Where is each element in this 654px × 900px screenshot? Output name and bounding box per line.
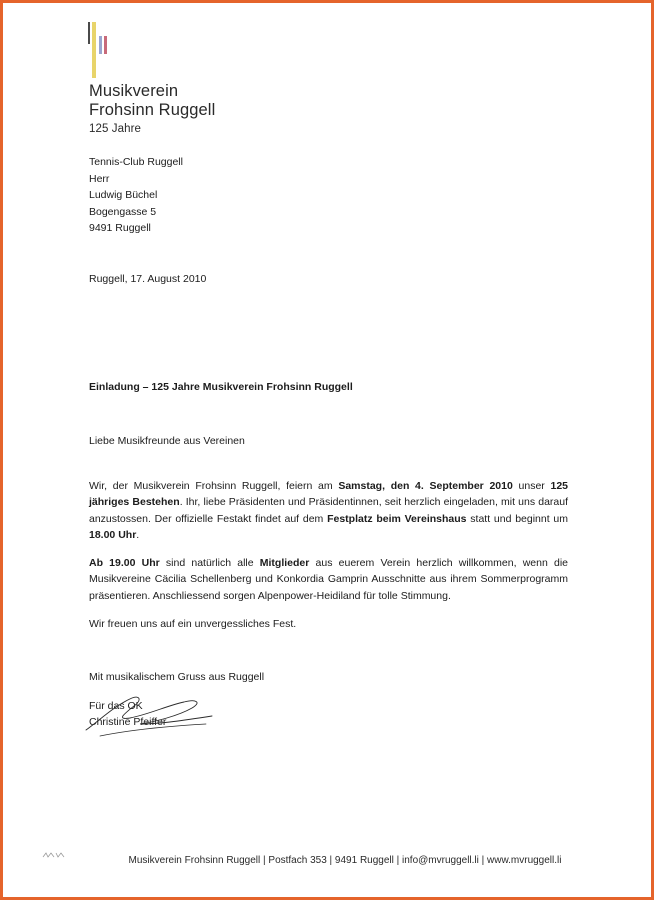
recipient-line: 9491 Ruggell [89, 222, 151, 235]
logo-bar-dark [88, 22, 90, 44]
recipient-line: Bogengasse 5 [89, 205, 157, 218]
bold-run: Mitglieder [259, 557, 310, 569]
body-paragraph-3: Wir freuen uns auf ein unvergessliches Fest. [89, 618, 297, 630]
logo-mark [88, 22, 108, 78]
signoff-name: Christine Pfeiffer [89, 716, 167, 729]
body-paragraph-1 [89, 478, 568, 544]
text-run: . Ihr, liebe Präsidenten und Präsidentinnen, seit herzlich eingeladen, mit uns darauf anzustossen. Der offizielle Festakt findet auf dem [89, 496, 569, 525]
signoff-line: Für das OK [89, 700, 143, 712]
logo-bar-gold [92, 22, 96, 78]
text-run: . [136, 529, 140, 542]
letterhead [89, 82, 215, 137]
letter-greeting: Liebe Musikfreunde aus Vereinen [89, 435, 245, 447]
handwritten-signature [80, 680, 220, 740]
recipient-line: Herr [89, 172, 110, 185]
bold-run: Festplatz beim Vereinshaus [327, 512, 467, 525]
recipient-line: Ludwig Büchel [89, 189, 158, 202]
letter-footer: Musikverein Frohsinn Ruggell | Postfach 353 | 9491 Ruggell | info@mvruggell.li | www.mvruggell.li [128, 855, 562, 866]
text-run: statt und beginnt um [466, 512, 568, 525]
bold-run: 18.00 Uhr [89, 529, 137, 542]
bold-run: Ab 19.00 Uhr [89, 557, 160, 569]
text-run: sind natürlich alle [159, 557, 260, 569]
anniversary-label: 125 Jahre [89, 123, 142, 135]
letter-date: Ruggell, 17. August 2010 [89, 273, 207, 285]
org-name-line2: Frohsinn Ruggell [89, 101, 216, 119]
text-run: unser [512, 480, 551, 492]
logo-bar-rose [104, 36, 107, 54]
recipient-address [89, 154, 183, 237]
body-paragraph-2 [89, 555, 568, 604]
bold-run: 125 jähriges Bestehen [89, 480, 569, 509]
text-run: Wir, der Musikverein Frohsinn Ruggell, feiern am [89, 480, 339, 492]
letter-subject: Einladung – 125 Jahre Musikverein Frohsinn Ruggell [89, 381, 353, 393]
bold-run: Samstag, den 4. September 2010 [338, 480, 513, 492]
recipient-line: Tennis-Club Ruggell [89, 156, 183, 168]
org-name-line1: Musikverein [89, 82, 179, 100]
closing-line: Mit musikalischem Gruss aus Ruggell [89, 671, 265, 683]
logo-bar-blue [99, 36, 102, 54]
text-run: aus euerem Verein herzlich willkommen, wenn die Musikvereine Cäcilia Schellenberg und Konkordia Gamprin Ausschnitte aus ihrem Sommerprogramm präsentieren. Anschliessend sorgen Alpenpower-Heidiland für tolle Stimmung. [89, 557, 568, 602]
